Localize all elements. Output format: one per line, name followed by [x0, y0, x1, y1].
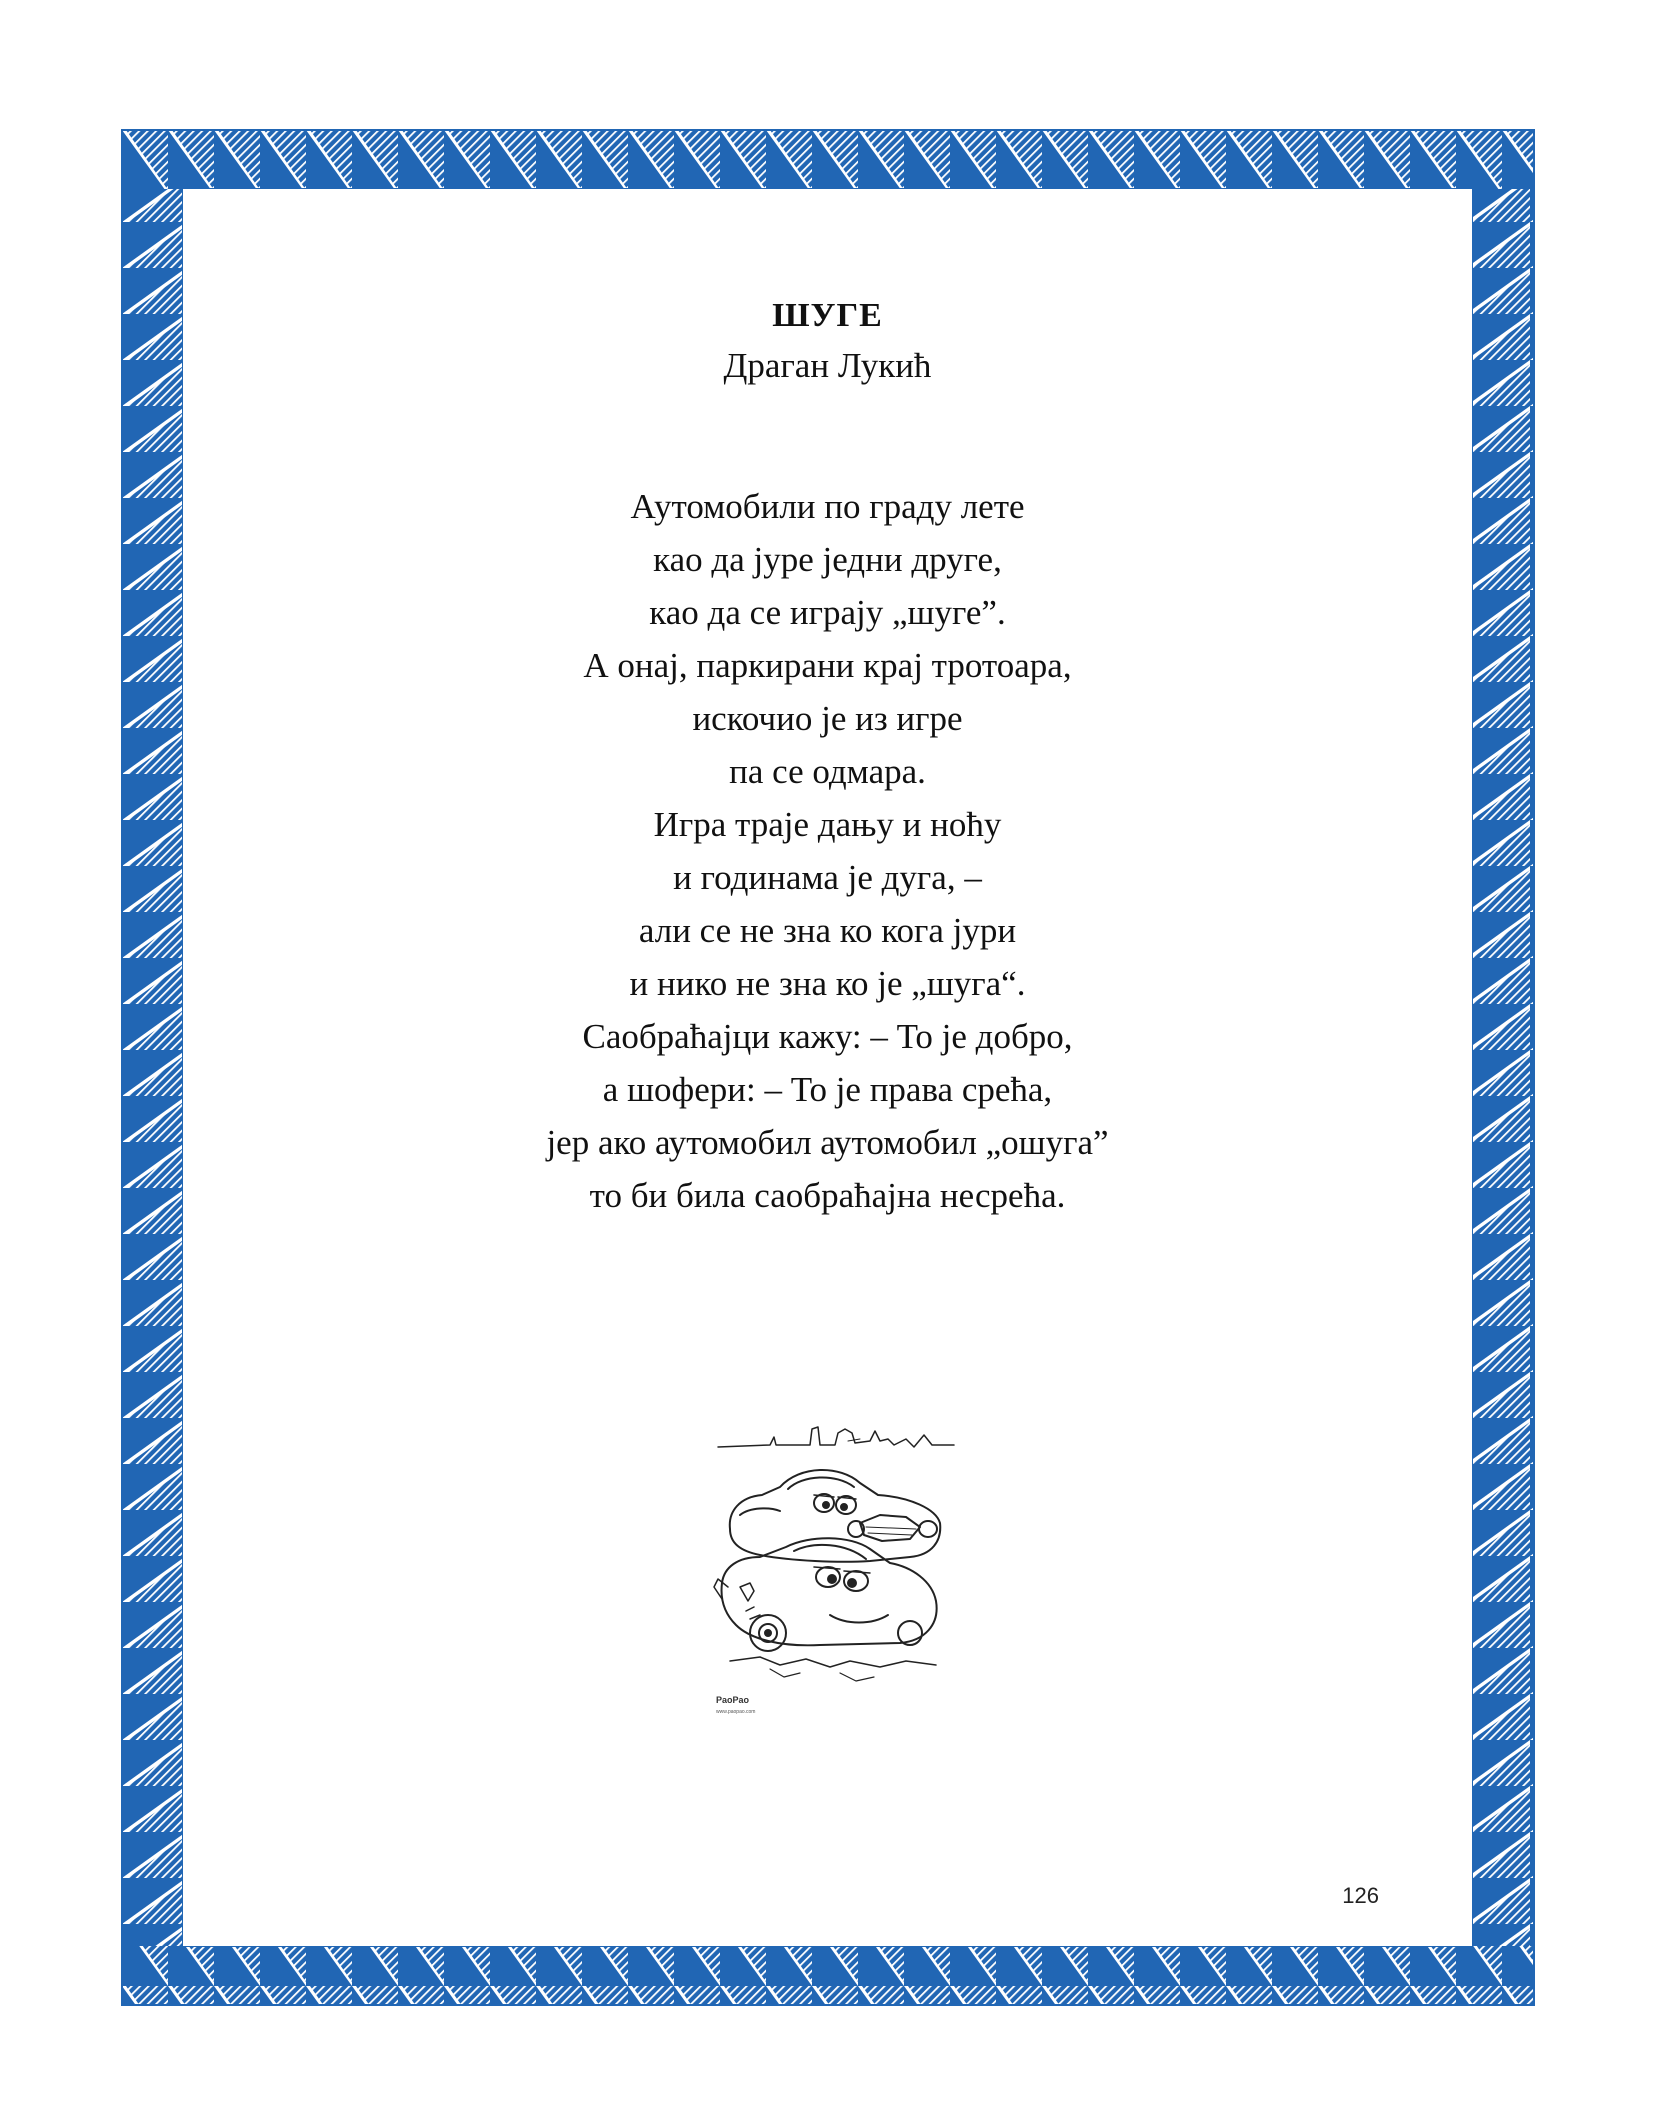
poem-line: као да се играју „шуге”. [649, 593, 1006, 632]
poem-line: јер ако аутомобил аутомобил „ошуга” [546, 1123, 1109, 1162]
poem-line: а шофери: – То је права срећа, [602, 1070, 1053, 1109]
poem-line: Игра траје дању и ноћу [653, 805, 1002, 844]
cartoon-cars-illustration [710, 1411, 956, 1723]
poem-line: Саобраћајци кажу: – То је добро, [582, 1017, 1073, 1056]
illustration-credit: www.paopao.com [716, 1709, 756, 1715]
poem-title: ШУГЕ [772, 297, 883, 334]
content-area [183, 189, 1472, 1946]
page-number: 126 [1342, 1883, 1379, 1908]
poem-line: Аутомобили по граду лете [630, 487, 1025, 526]
poem-line: и нико не зна ко је „шуга“. [629, 964, 1026, 1003]
poem-author: Драган Лукић [723, 346, 932, 385]
poem-line: па се одмара. [729, 752, 926, 791]
poem-line: то би била саобраћајна несрећа. [589, 1176, 1066, 1215]
poem-line: као да јуре једни друге, [653, 540, 1002, 579]
poem-text [183, 480, 1472, 1222]
poem-line: и годинама је дуга, – [673, 858, 982, 897]
poem-line: искочио је из игре [692, 699, 963, 738]
poem-line: али се не зна ко кога јури [638, 911, 1017, 950]
poem-line: А онај, паркирани крај тротоара, [583, 646, 1072, 685]
illustration-logo: PaoPao [716, 1695, 750, 1705]
